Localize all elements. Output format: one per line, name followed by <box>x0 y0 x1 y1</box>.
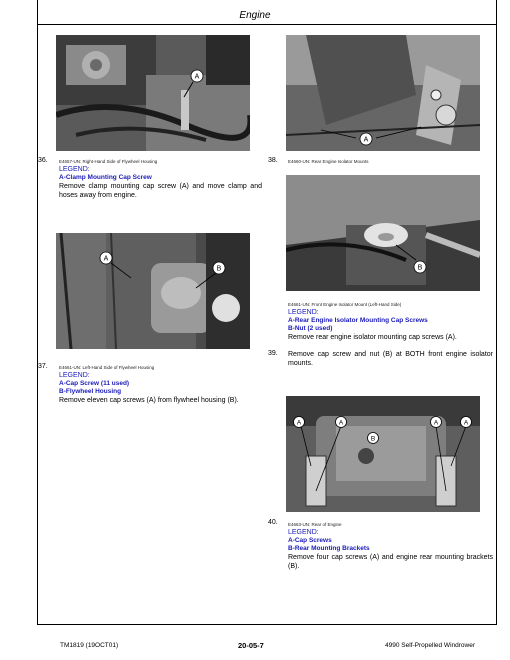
legend-item: B-Rear Mounting Brackets <box>288 545 370 552</box>
step-number: 36. <box>38 157 48 164</box>
callout-a-40-1: A <box>296 419 302 427</box>
footer-page-number: 20-05-7 <box>238 641 264 650</box>
step-text: Remove cap screw and nut (B) at BOTH front engine isolator mounts. <box>288 351 493 367</box>
figure-caption: E4661-UN: Left-Hand Side of Flywheel Housing <box>59 365 155 370</box>
legend-item: A-Rear Engine Isolator Mounting Cap Screws <box>288 317 428 324</box>
photo-flywheel-right <box>56 35 250 151</box>
legend-item: A-Cap Screws <box>288 537 332 544</box>
callout-a-40-3: A <box>433 419 439 427</box>
callout-a-37: A <box>103 255 109 263</box>
callout-b-40: B <box>370 435 376 443</box>
legend-item: A-Cap Screw (11 used) <box>59 380 130 387</box>
callout-a-36: A <box>194 73 200 81</box>
step-text: Remove eleven cap screws (A) from flywheel housing (B). <box>59 397 239 404</box>
figure-caption: E4663-UN: Rear of Engine <box>288 522 342 527</box>
callout-a-40-4: A <box>463 419 469 427</box>
callout-a-40-2: A <box>338 419 344 427</box>
step-number: 37. <box>38 363 48 370</box>
callout-b-front: B <box>417 264 423 272</box>
legend-title: LEGEND: <box>288 309 319 316</box>
step-text: Remove four cap screws (A) and engine rear mounting brackets (B). <box>288 554 493 570</box>
step-number: 38. <box>268 157 278 164</box>
photo-flywheel-left <box>56 233 250 349</box>
legend-title: LEGEND: <box>288 529 319 536</box>
legend-item: B-Flywheel Housing <box>59 388 122 395</box>
footer-product: 4990 Self-Propelled Windrower <box>385 642 475 649</box>
step-text: Remove clamp mounting cap screw (A) and move clamp and hoses away from engine. <box>59 183 262 199</box>
step-number: 40. <box>268 519 278 526</box>
photo-front-isolator <box>286 175 480 291</box>
legend-title: LEGEND: <box>59 372 90 379</box>
legend-item: A-Clamp Mounting Cap Screw <box>59 174 152 181</box>
callout-b-37: B <box>216 265 222 273</box>
footer-doc-id: TM1819 (19OCT01) <box>60 642 119 649</box>
photo-rear-isolator <box>286 35 480 151</box>
step-number: 39. <box>268 350 278 357</box>
legend-title: LEGEND: <box>59 166 90 173</box>
photo-rear-engine <box>286 396 480 512</box>
figure-caption: E4660-UN: Rear Engine Isolator Mounts <box>288 159 369 164</box>
step-text: Remove rear engine isolator mounting cap screws (A). <box>288 334 457 341</box>
legend-item: B-Nut (2 used) <box>288 325 333 332</box>
figure-caption: E4657-UN: Right-Hand Side of Flywheel Housing <box>59 159 158 164</box>
page-header-title: Engine <box>239 10 271 21</box>
callout-a-38: A <box>363 136 369 144</box>
figure-caption: E4661-UN: Front Engine Isolator Mount (Left-Hand Side) <box>288 302 402 307</box>
